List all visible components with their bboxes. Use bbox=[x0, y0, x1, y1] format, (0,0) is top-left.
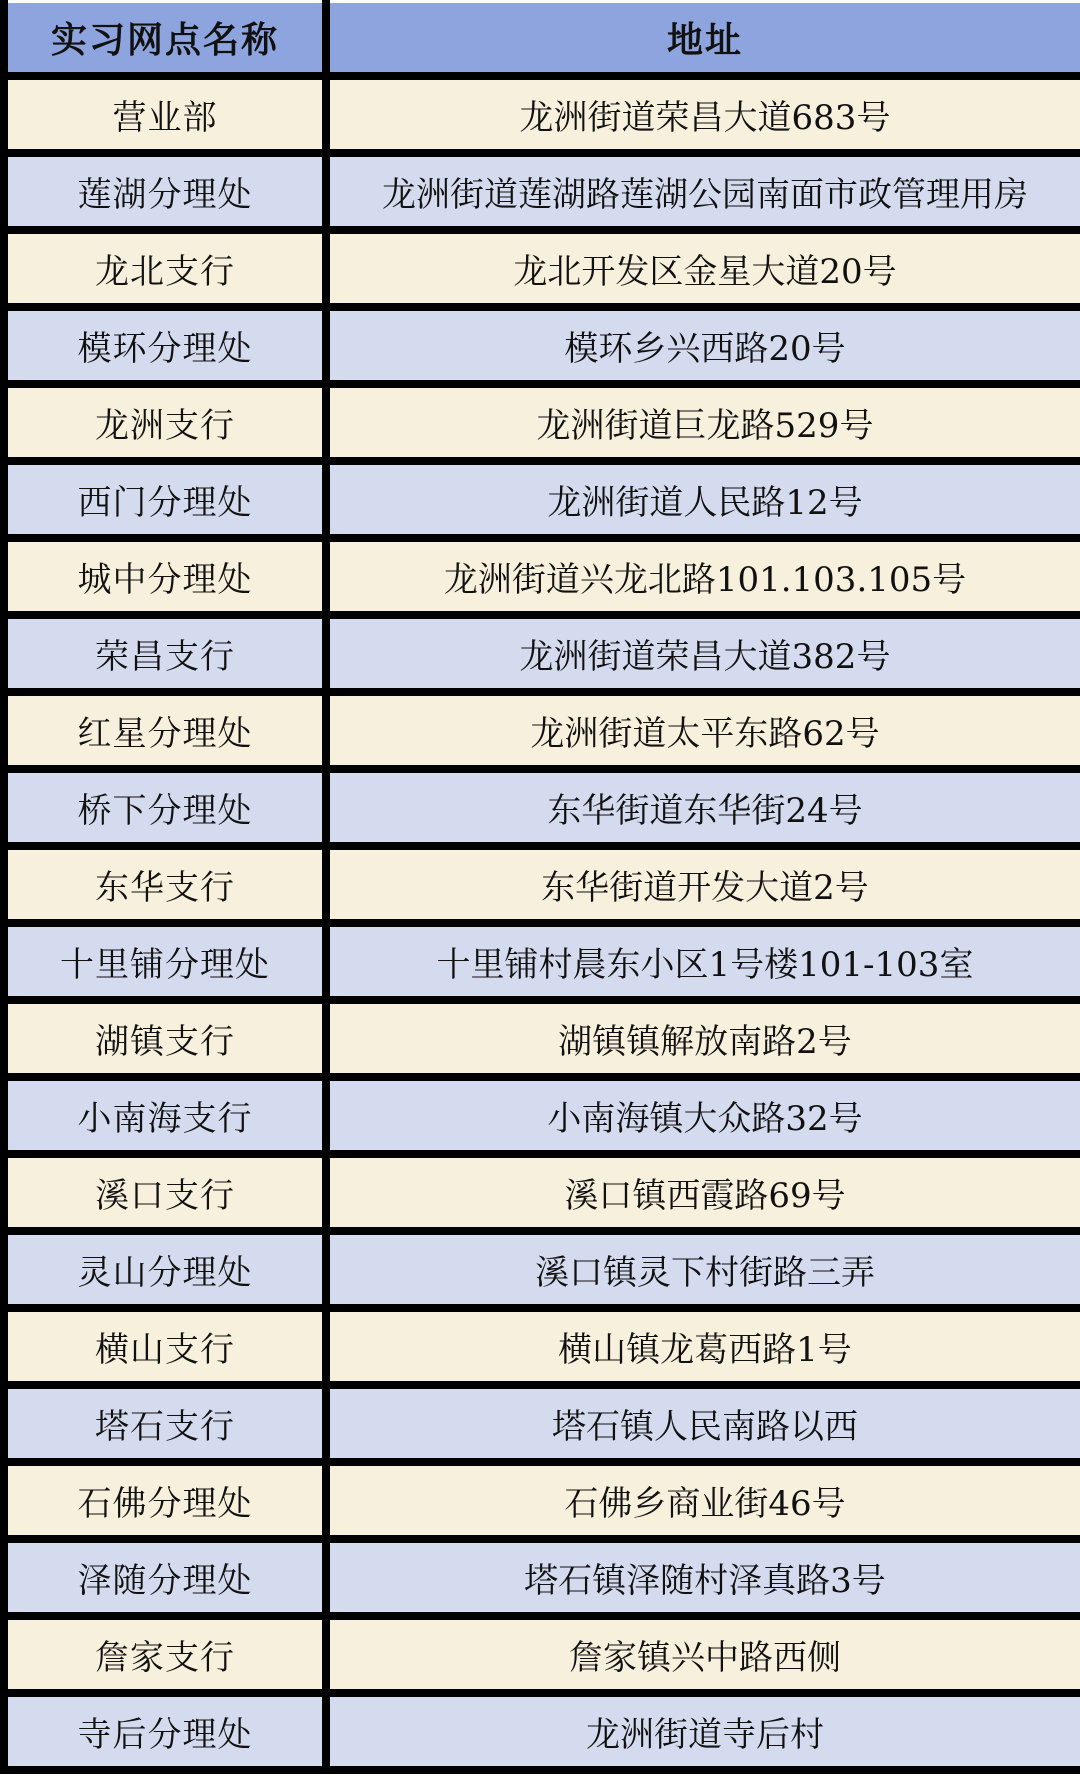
table-row bbox=[4, 1231, 1080, 1308]
branch-address-cell: 东华街道东华街24号 bbox=[326, 769, 1080, 846]
branch-address-cell: 詹家镇兴中路西侧 bbox=[326, 1616, 1080, 1693]
branch-name-cell: 莲湖分理处 bbox=[4, 153, 326, 230]
branch-address-cell: 龙洲街道荣昌大道382号 bbox=[326, 615, 1080, 692]
branch-name-cell: 桥下分理处 bbox=[4, 769, 326, 846]
branch-address-cell: 小南海镇大众路32号 bbox=[326, 1077, 1080, 1154]
branch-name-cell: 溪口支行 bbox=[4, 1154, 326, 1231]
table-row bbox=[4, 692, 1080, 769]
branch-name-cell: 红星分理处 bbox=[4, 692, 326, 769]
branch-address-cell: 龙洲街道太平东路62号 bbox=[326, 692, 1080, 769]
branch-address-cell: 横山镇龙葛西路1号 bbox=[326, 1308, 1080, 1385]
branch-address-cell: 模环乡兴西路20号 bbox=[326, 307, 1080, 384]
table-row bbox=[4, 769, 1080, 846]
table-row bbox=[4, 1385, 1080, 1462]
branch-name-cell: 东华支行 bbox=[4, 846, 326, 923]
table-row bbox=[4, 230, 1080, 307]
table-row bbox=[4, 461, 1080, 538]
branch-address-cell: 龙洲街道巨龙路529号 bbox=[326, 384, 1080, 461]
branch-name-cell: 塔石支行 bbox=[4, 1385, 326, 1462]
table-row bbox=[4, 615, 1080, 692]
table-row bbox=[4, 538, 1080, 615]
branch-name-cell: 小南海支行 bbox=[4, 1077, 326, 1154]
branch-name-cell: 模环分理处 bbox=[4, 307, 326, 384]
branch-address-cell: 溪口镇灵下村街路三弄 bbox=[326, 1231, 1080, 1308]
branch-name-cell: 十里铺分理处 bbox=[4, 923, 326, 1000]
table-row bbox=[4, 846, 1080, 923]
branch-address-cell: 龙洲街道兴龙北路101.103.105号 bbox=[326, 538, 1080, 615]
branch-name-cell: 荣昌支行 bbox=[4, 615, 326, 692]
table-head bbox=[4, 2, 1080, 77]
branch-name-cell: 城中分理处 bbox=[4, 538, 326, 615]
table-row bbox=[4, 1154, 1080, 1231]
branch-address-cell: 石佛乡商业街46号 bbox=[326, 1462, 1080, 1539]
table-row bbox=[4, 1462, 1080, 1539]
table-row bbox=[4, 1308, 1080, 1385]
branch-name-cell: 寺后分理处 bbox=[4, 1693, 326, 1770]
branch-name-cell: 詹家支行 bbox=[4, 1616, 326, 1693]
branch-address-cell: 溪口镇西霞路69号 bbox=[326, 1154, 1080, 1231]
branch-address-cell: 塔石镇人民南路以西 bbox=[326, 1385, 1080, 1462]
table-row bbox=[4, 1616, 1080, 1693]
table-row bbox=[4, 1000, 1080, 1077]
branch-address-cell: 龙北开发区金星大道20号 bbox=[326, 230, 1080, 307]
table-row bbox=[4, 76, 1080, 153]
branch-name-cell: 龙北支行 bbox=[4, 230, 326, 307]
branch-name-cell: 石佛分理处 bbox=[4, 1462, 326, 1539]
branch-address-cell: 东华街道开发大道2号 bbox=[326, 846, 1080, 923]
branch-name-cell: 灵山分理处 bbox=[4, 1231, 326, 1308]
branch-name-cell: 龙洲支行 bbox=[4, 384, 326, 461]
branch-address-cell: 龙洲街道寺后村 bbox=[326, 1693, 1080, 1770]
branch-address-cell: 塔石镇泽随村泽真路3号 bbox=[326, 1539, 1080, 1616]
branch-name-cell: 营业部 bbox=[4, 76, 326, 153]
table-row bbox=[4, 1693, 1080, 1770]
table-row bbox=[4, 384, 1080, 461]
branch-address-cell: 龙洲街道莲湖路莲湖公园南面市政管理用房 bbox=[326, 153, 1080, 230]
header-address: 地址 bbox=[326, 2, 1080, 77]
branch-name-cell: 泽随分理处 bbox=[4, 1539, 326, 1616]
branch-address-cell: 湖镇镇解放南路2号 bbox=[326, 1000, 1080, 1077]
table-row bbox=[4, 1077, 1080, 1154]
branch-name-cell: 横山支行 bbox=[4, 1308, 326, 1385]
header-branch-name: 实习网点名称 bbox=[4, 2, 326, 77]
table-row bbox=[4, 307, 1080, 384]
branch-address-cell: 十里铺村晨东小区1号楼101-103室 bbox=[326, 923, 1080, 1000]
table-row bbox=[4, 1539, 1080, 1616]
branch-address-cell: 龙洲街道人民路12号 bbox=[326, 461, 1080, 538]
branch-address-cell: 龙洲街道荣昌大道683号 bbox=[326, 76, 1080, 153]
table-body bbox=[4, 76, 1080, 1770]
header-row bbox=[4, 2, 1080, 77]
branch-name-cell: 西门分理处 bbox=[4, 461, 326, 538]
table-row bbox=[4, 923, 1080, 1000]
table-row bbox=[4, 153, 1080, 230]
branch-name-cell: 湖镇支行 bbox=[4, 1000, 326, 1077]
